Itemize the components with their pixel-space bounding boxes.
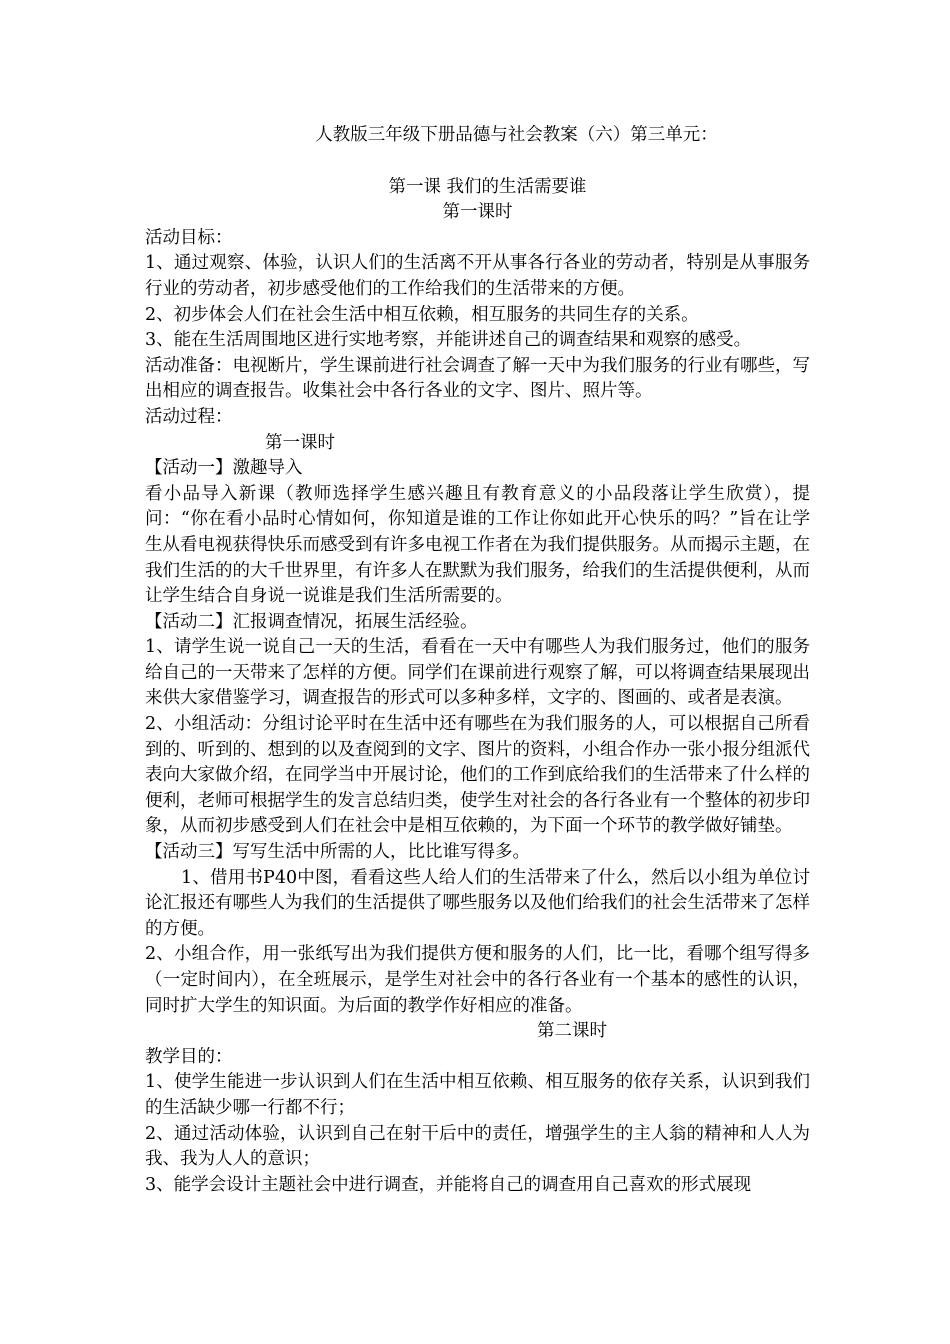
preparation-paragraph: 活动准备：电视断片，学生课前进行社会调查了解一天中为我们服务的行业有哪些，写出相应的调查报告。收集社会中各行各业的文字、图片、照片等。 [145,355,810,402]
activity1-heading: 【活动一】激趣导入 [145,458,303,479]
teaching-goals-label: 教学目的： [145,1046,233,1067]
goal-item: 1、通过观察、体验，认识人们的生活离不开从事各行各业的劳动者，特别是从事服务行业的劳动者，初步感受他们的工作给我们的生活带来的方便。 [145,253,810,299]
goals-label: 活动目标： [145,227,233,248]
process-session-heading: 第一课时 [265,432,335,453]
goal-item: 2、初步体会人们在社会生活中相互依赖，相互服务的共同生存的关系。 [145,304,699,325]
activity3-heading: 【活动三】写写生活中所需的人，比比谁写得多。 [145,842,530,863]
lesson-title: 第一课 我们的生活需要谁 [388,176,587,197]
teaching-goal-item: 3、能学会设计主题社会中进行调查，并能将自己的调查用自己喜欢的形式展现 [145,1174,752,1195]
process-label: 活动过程： [145,406,233,427]
activity1-text: 看小品导入新课（教师选择学生感兴趣且有教育意义的小品段落让学生欣赏），提问：“你在看小品时心情如何，你知道是谁的工作让你如此开心快乐的吗？”旨在让学生从看电视获得快乐而感受到有许多电视工作者在为我们提供服务。从而揭示主题，在我们生活的的大千世界里，有许多人在默默为我们服务，给我们的生活提供便利，从而让学生结合自身说一说谁是我们生活所需要的。 [145,483,810,607]
activity3-item: 2、小组合作，用一张纸写出为我们提供方便和服务的人们，比一比，看哪个组写得多（一定时间内），在全班展示，是学生对社会中的各行各业有一个基本的感性的认识，同时扩大学生的知识面。为后面的教学作好相应的准备。 [145,944,810,1016]
activity2-item: 1、请学生说一说自己一天的生活，看看在一天中有哪些人为我们服务过，他们的服务给自己的一天带来了怎样的方便。同学们在课前进行观察了解，可以将调查结果展现出来供大家借鉴学习，调查报告的形式可以多种多样，文字的、图画的、或者是表演。 [145,637,810,709]
activity2-item: 2、小组活动：分组讨论平时在生活中还有哪些在为我们服务的人，可以根据自己所看到的、听到的、想到的以及查阅到的文字、图片的资料，小组合作办一张小报分组派代表向大家做介绍，在同学当中开展讨论，他们的工作到底给我们的生活带来了什么样的便利，老师可根据学生的发言总结归类，使学生对社会的各行各业有一个整体的初步印象，从而初步感受到人们在社会中是相互依赖的，为下面一个环节的教学做好铺垫。 [145,714,810,837]
activity3-item: 1、借用书P40中图，看看这些人给人们的生活带来了什么，然后以小组为单位讨论汇报还有哪些人为我们的生活提供了哪些服务以及他们给我们的社会生活带来了怎样的方便。 [145,867,810,939]
teaching-goal-item: 1、使学生能进一步认识到人们在生活中相互依赖、相互服务的依存关系，认识到我们的生活缺少哪一行都不行； [145,1072,810,1118]
session2-heading: 第二课时 [537,1021,607,1042]
goal-item: 3、能在生活周围地区进行实地考察，并能讲述自己的调查结果和观察的感受。 [145,330,752,351]
session1-heading: 第一课时 [442,202,513,223]
activity2-heading: 【活动二】汇报调查情况，拓展生活经验。 [145,611,478,632]
teaching-goal-item: 2、通过活动体验，认识到自己在射干后中的责任，增强学生的主人翁的精神和人人为我、我为人人的意识； [145,1123,810,1170]
document-title: 人教版三年级下册品德与社会教案（六）第三单元： [315,125,718,145]
document-page [145,123,810,1198]
